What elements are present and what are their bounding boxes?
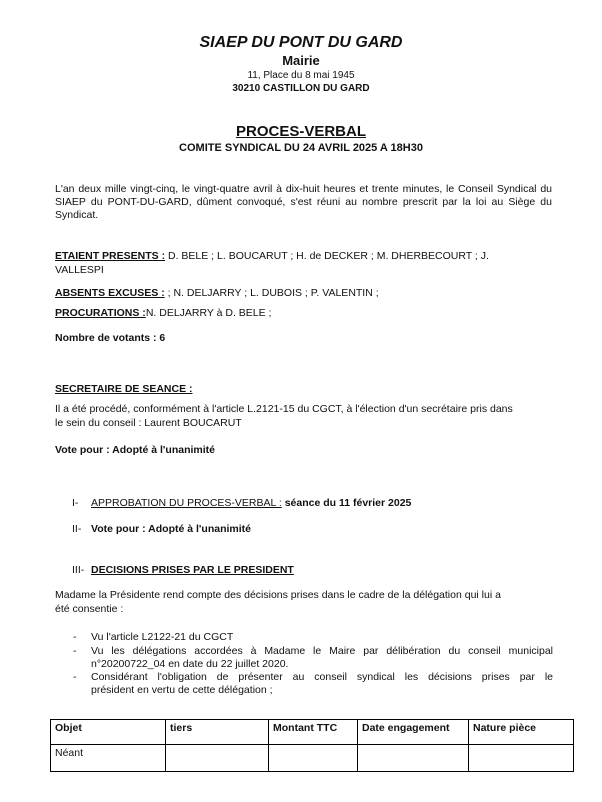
cell-tiers <box>166 745 269 772</box>
present-line <box>55 250 555 263</box>
decisions-intro-2: été consentie : <box>55 603 124 615</box>
cell-montant <box>269 745 358 772</box>
cell-nature <box>469 745 574 772</box>
secretary-heading: SECRETAIRE DE SEANCE : <box>55 383 193 395</box>
address-line-1: 11, Place du 8 mai 1945 <box>247 70 355 81</box>
header-objet: Objet <box>51 720 166 745</box>
section-3-number: III- <box>72 564 85 576</box>
intro-paragraph: L'an deux mille vingt-cinq, le vingt-quatre avril à dix-huit heures et trente minutes, le Conseil Syndical du SIAEP du PONT-DU-GARD, dûment convoqué, s'est réuni au nombre prescrit par la loi au Siège du Syndicat. <box>55 183 552 221</box>
cell-objet: Néant <box>51 745 166 772</box>
table-row <box>51 745 574 772</box>
header-tiers: tiers <box>166 720 269 745</box>
proxy-label: PROCURATIONS : <box>55 307 146 319</box>
section-2-number: II- <box>72 523 82 535</box>
org-title: SIAEP DU PONT DU GARD <box>199 34 403 51</box>
bullet-2-text-2: n°20200722_04 en date du 22 juillet 2020. <box>91 658 289 670</box>
secretary-line-2: le sein du conseil : Laurent BOUCARUT <box>55 417 242 429</box>
header-nature: Nature pièce <box>469 720 574 745</box>
bullet-3-text-1: Considérant l'obligation de présenter au conseil syndical les décisions prises par le <box>91 671 553 683</box>
section-3-label: DECISIONS PRISES PAR LE PRESIDENT <box>91 564 294 576</box>
decisions-table <box>50 719 574 772</box>
table-header-row <box>51 720 574 745</box>
org-subtitle: Mairie <box>282 53 320 68</box>
header-montant: Montant TTC <box>269 720 358 745</box>
secretary-line-1: Il a été procédé, conformément à l'article L.2121-15 du CGCT, à l'élection d'un secrétaire pris dans <box>55 403 513 415</box>
absent-line <box>55 287 379 300</box>
section-1-line <box>91 497 411 510</box>
bullet-2-text-1: Vu les délégations accordées à Madame le Maire par délibération du conseil municipal <box>91 645 553 657</box>
bullet-3-text-2: président en vertu de cette délégation ; <box>91 684 273 696</box>
present-label: ETAIENT PRESENTS : <box>55 250 166 262</box>
proxy-line <box>55 307 271 320</box>
bullet-1-dash: - <box>73 631 77 643</box>
meeting-subtitle: COMITE SYNDICAL DU 24 AVRIL 2025 A 18H30 <box>179 142 423 154</box>
secretary-vote: Vote pour : Adopté à l'unanimité <box>55 444 215 456</box>
address-line-2: 30210 CASTILLON DU GARD <box>232 83 370 94</box>
bullet-1-text: Vu l'article L2122-21 du CGCT <box>91 631 234 643</box>
section-1-rest: séance du 11 février 2025 <box>281 497 412 509</box>
section-2-text: Vote pour : Adopté à l'unanimité <box>91 523 251 535</box>
section-1-number: I- <box>72 497 79 509</box>
document-title: PROCES-VERBAL <box>235 123 366 140</box>
bullet-2-dash: - <box>73 645 77 657</box>
proxy-names: N. DELJARRY à D. BELE ; <box>145 307 272 319</box>
section-1-label: APPROBATION DU PROCES-VERBAL : <box>91 497 282 509</box>
voters-count: Nombre de votants : 6 <box>55 332 166 344</box>
header-date: Date engagement <box>358 720 469 745</box>
decisions-intro-1: Madame la Présidente rend compte des décisions prises dans le cadre de la délégation qui lui a <box>55 589 501 601</box>
bullet-3-dash: - <box>73 671 77 683</box>
present-names: D. BELE ; L. BOUCARUT ; H. de DECKER ; M. DHERBECOURT ; J. <box>165 250 489 262</box>
absent-names: ; N. DELJARRY ; L. DUBOIS ; P. VALENTIN ; <box>164 287 379 299</box>
absent-label: ABSENTS EXCUSES : <box>55 287 165 299</box>
cell-date <box>358 745 469 772</box>
present-names-cont: VALLESPI <box>55 264 104 276</box>
